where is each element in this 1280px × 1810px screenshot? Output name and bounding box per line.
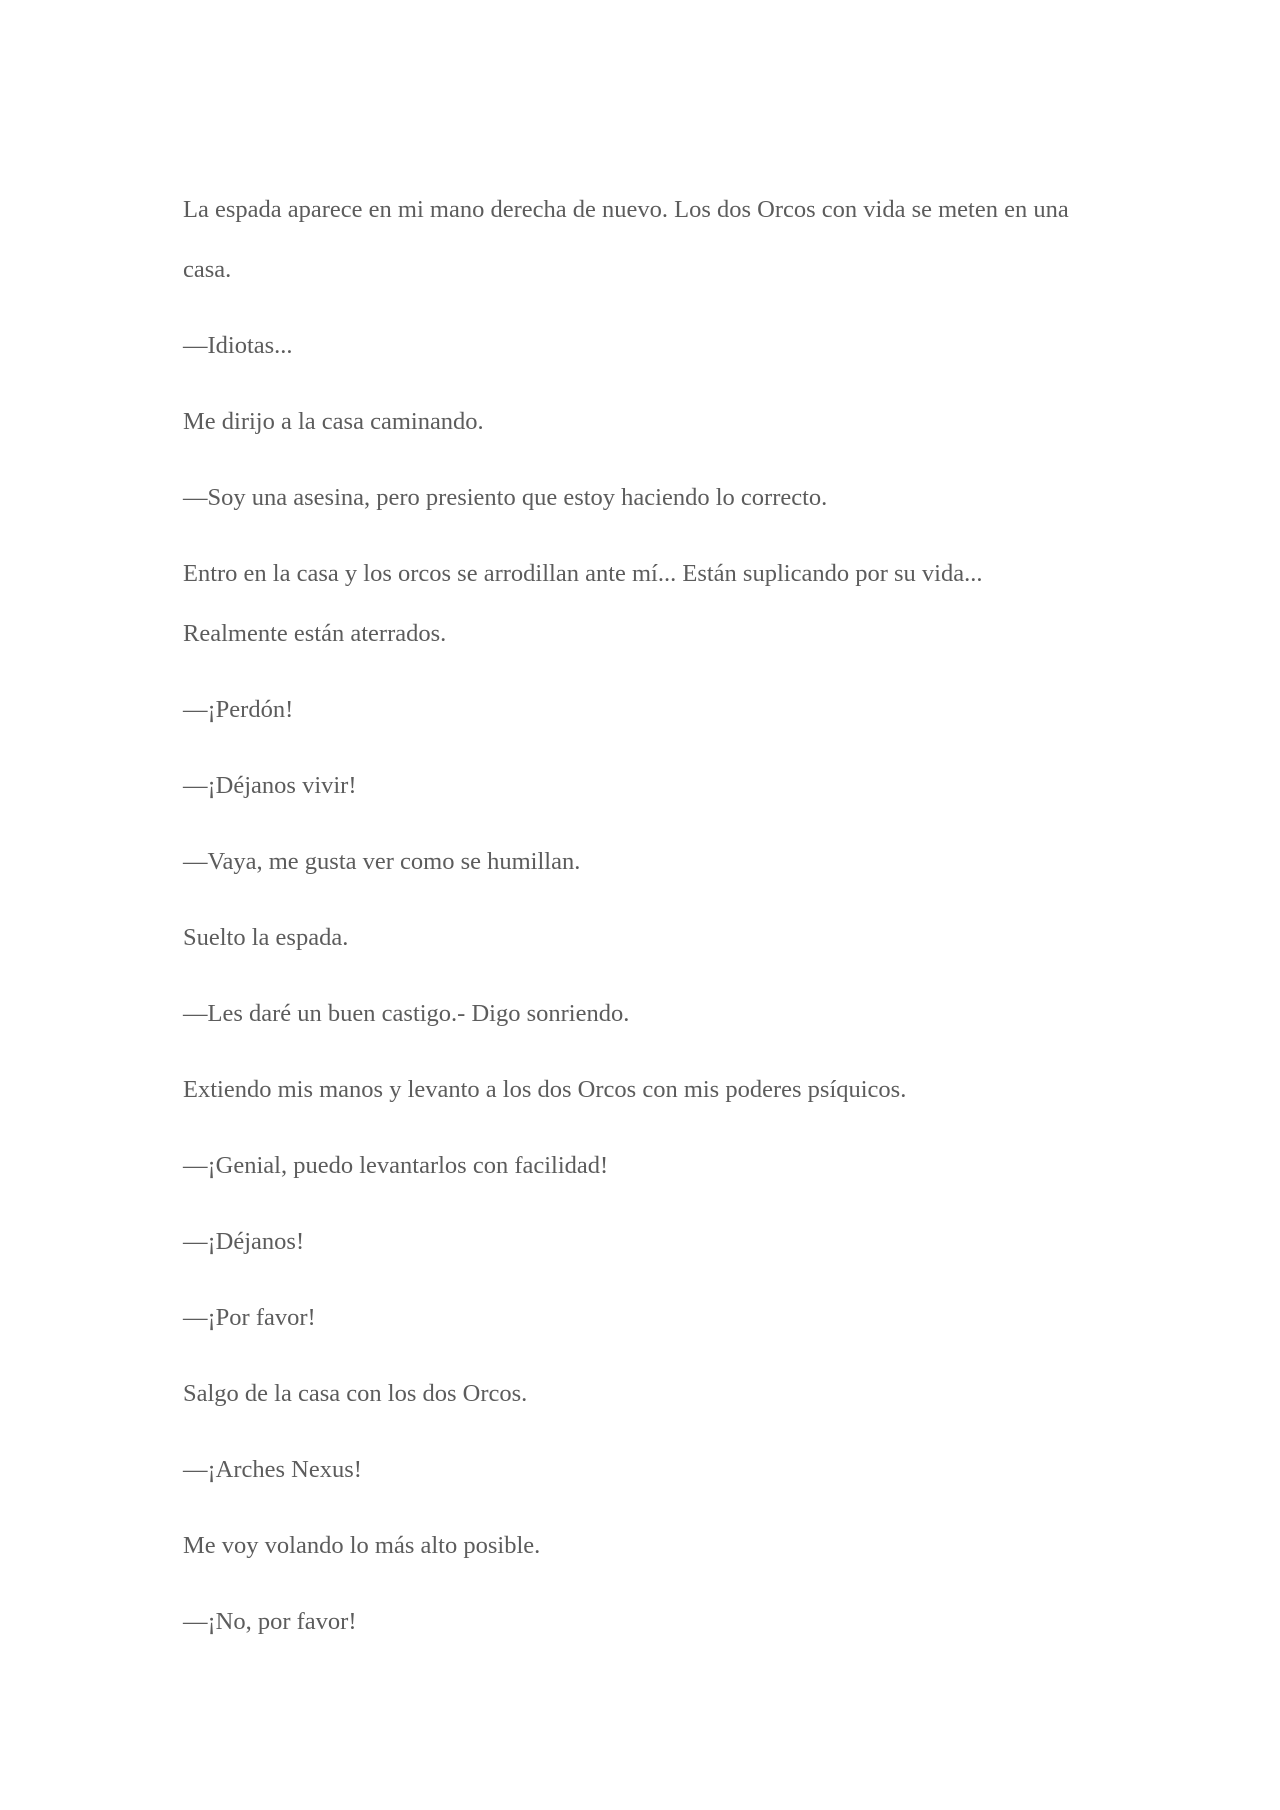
paragraph-12: —¡Genial, puedo levantarlos con facilidad! <box>183 1152 609 1179</box>
paragraph-18: —¡No, por favor! <box>183 1608 357 1635</box>
paragraph-4: —Soy una asesina, pero presiento que estoy haciendo lo correcto. <box>183 484 828 511</box>
paragraph-14: —¡Por favor! <box>183 1304 316 1331</box>
paragraph-13: —¡Déjanos! <box>183 1228 305 1255</box>
paragraph-11: Extiendo mis manos y levanto a los dos Orcos con mis poderes psíquicos. <box>183 1076 907 1103</box>
paragraph-17: Me voy volando lo más alto posible. <box>183 1532 541 1559</box>
paragraph-2: —Idiotas... <box>183 332 293 359</box>
paragraph-16: —¡Arches Nexus! <box>183 1456 362 1483</box>
paragraph-15: Salgo de la casa con los dos Orcos. <box>183 1380 528 1407</box>
paragraph-8: —Vaya, me gusta ver como se humillan. <box>183 848 581 875</box>
paragraph-5: Entro en la casa y los orcos se arrodillan ante mí... Están suplicando por su vida... Realmente están aterrados. <box>183 560 983 647</box>
paragraph-9: Suelto la espada. <box>183 924 349 951</box>
paragraph-7: —¡Déjanos vivir! <box>183 772 357 799</box>
document-page <box>183 180 1093 1652</box>
paragraph-6: —¡Perdón! <box>183 696 294 723</box>
paragraph-10: —Les daré un buen castigo.- Digo sonriendo. <box>183 1000 630 1027</box>
paragraph-3: Me dirijo a la casa caminando. <box>183 408 484 435</box>
paragraph-1: La espada aparece en mi mano derecha de nuevo. Los dos Orcos con vida se meten en una casa. <box>183 196 1069 283</box>
